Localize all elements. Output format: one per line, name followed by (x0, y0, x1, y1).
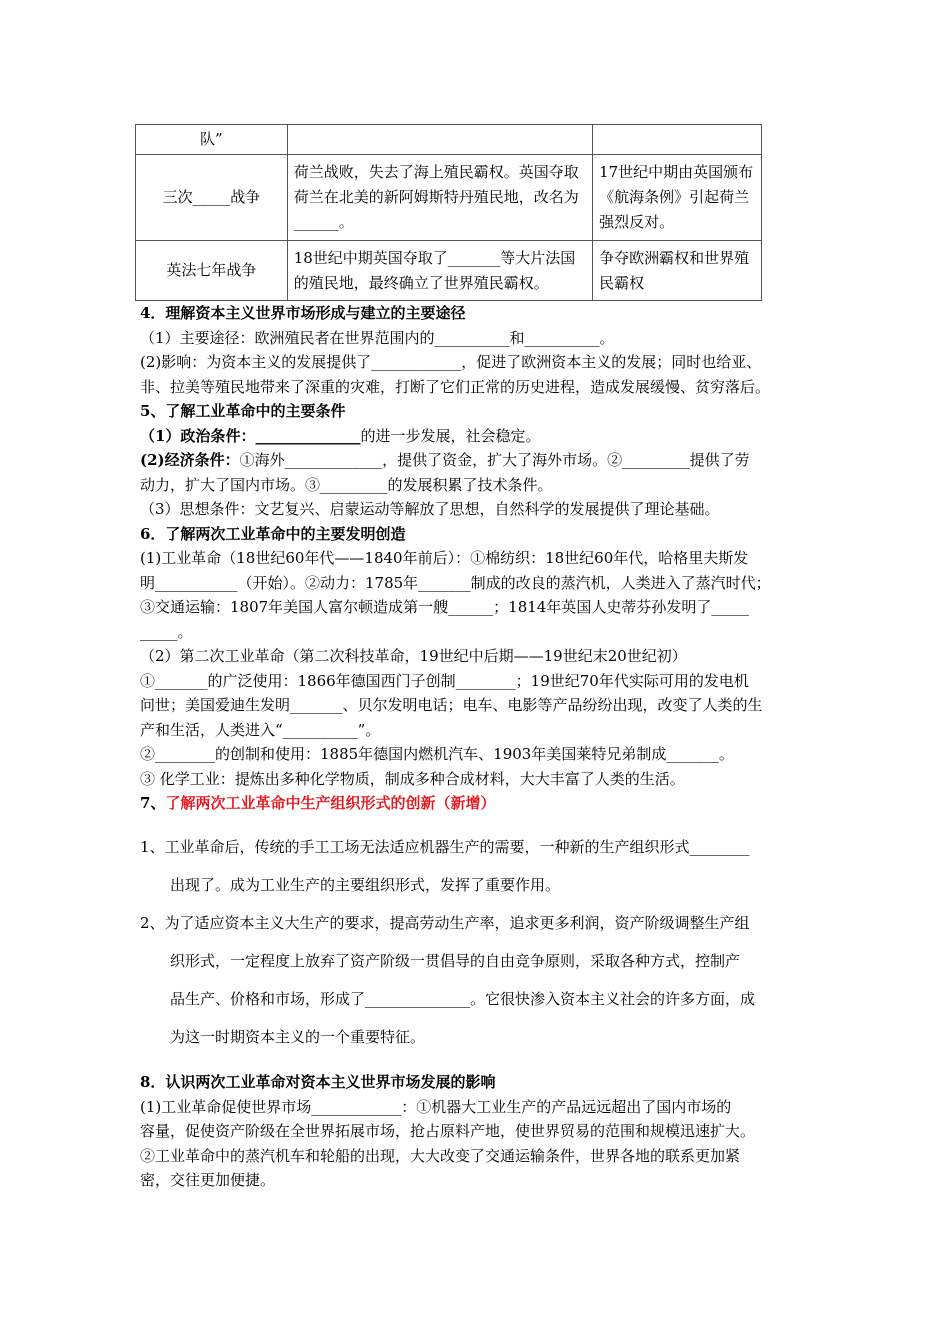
text-line: 问世；美国爱迪生发明_______、贝尔发明电话；电车、电影等产品纷纷出现，改变了人类的生 (140, 696, 763, 714)
section-title: 6．了解两次工业革命中的主要发明创造 (140, 524, 406, 543)
text-line: 品生产、价格和市场，形成了______________。它很快渗入资本主义社会的许多方面，成 (170, 990, 756, 1008)
table-cell: 17世纪中期由英国颁布《航海条例》引起荷兰强烈反对。 (593, 155, 762, 241)
text-line: 容量，促使资产阶级在全世界拓展市场，抢占原料产地，使世界贸易的范围和规模迅速扩大。 (140, 1122, 756, 1140)
table-row (136, 125, 762, 155)
text: ①海外_____________，提供了资金，扩大了海外市场。②_________提供了劳 (239, 451, 750, 469)
section-4 (140, 301, 820, 816)
text-line: 密，交往更加便捷。 (140, 1171, 276, 1189)
section-title: 4．理解资本主义世界市场形成与建立的主要途径 (140, 304, 466, 322)
text-line: ②________的创制和使用：1885年德国内燃机汽车、1903年美国莱特兄弟制成_______。 (140, 745, 734, 763)
table-cell: 18世纪中期英国夺取了_______等大片法国的殖民地，最终确立了世界殖民霸权。 (287, 241, 592, 301)
text-line: 动力，扩大了国内市场。③_________的发展积累了技术条件。 (140, 475, 553, 494)
text-line: ③交通运输：1807年美国人富尔顿造成第一艘______；1814年英国人史蒂芬孙发明了_____ (140, 598, 749, 616)
table-cell: 英法七年战争 (136, 241, 288, 301)
text: 的进一步发展，社会稳定。 (360, 426, 541, 445)
text-line: _____。 (140, 622, 193, 641)
text-line: (1)工业革命（18世纪60年代——1840年前后）：①棉纺织：18世纪60年代，哈格里夫斯发 (140, 549, 749, 567)
text-line: ③ 化学工业：提炼出多种化学物质，制成多种合成材料，大大丰富了人类的生活。 (140, 769, 685, 788)
section-title: 8．认识两次工业革命对资本主义世界市场发展的影响 (140, 1073, 496, 1091)
section-8 (140, 1070, 820, 1193)
section-title (140, 791, 820, 816)
text-line: 出现了。成为工业生产的主要组织形式，发挥了重要作用。 (170, 876, 561, 894)
section-title: 5、了解工业革命中的主要条件 (140, 402, 346, 420)
table-cell: 三次_____战争 (136, 155, 288, 241)
text-line: (1)工业革命促使世界市场____________：①机器大工业生产的产品远远超出了国内市场的 (140, 1097, 732, 1116)
text-line (140, 424, 820, 449)
section-title-new: 了解两次工业革命中生产组织形式的创新（新增） (165, 794, 496, 812)
text-line: (2)影响：为资本主义的发展提供了____________，促进了欧洲资本主义的发展；同时也给亚、 (140, 353, 762, 371)
section-7 (140, 828, 820, 1056)
label: (2)经济条件： (140, 451, 240, 469)
section-number: 7、 (140, 794, 166, 812)
table-cell: 队” (136, 125, 288, 155)
table-cell (593, 125, 762, 155)
text-line: （3）思想条件：文艺复兴、启蒙运动等解放了思想，自然科学的发展提供了理论基础。 (140, 500, 720, 518)
text-line: （1）主要途径：欧洲殖民者在世界范围内的__________和__________。 (140, 328, 615, 347)
text-line: ①_______的广泛使用：1866年德国西门子创制________；19世纪70年代实际可用的发电机 (140, 671, 749, 690)
wars-table (135, 124, 762, 301)
table-row (136, 155, 762, 241)
text-line: 非、拉美等殖民地带来了深重的灾难，打断了它们正常的历史进程，造成发展缓慢、贫穷落后。 (140, 377, 771, 396)
table-cell (287, 125, 592, 155)
label: （1）政治条件： (140, 426, 256, 445)
text-line: 为这一时期资本主义的一个重要特征。 (170, 1028, 426, 1046)
text-line: ②工业革命中的蒸汽机车和轮船的出现，大大改变了交通运输条件，世界各地的联系更加紧 (140, 1146, 741, 1165)
blank: ______________ (255, 426, 361, 445)
text-line: 明___________（开始）。②动力：1785年_______制成的改良的蒸汽机，人类进入了蒸汽时代； (140, 573, 771, 592)
text-line (140, 448, 820, 473)
table-cell: 争夺欧洲霸权和世界殖民霸权 (593, 241, 762, 301)
text-line: 1、工业革命后，传统的手工工场无法适应机器生产的需要，一种新的生产组织形式________ (140, 838, 750, 856)
text-line: 织形式，一定程度上放弃了资产阶级一贯倡导的自由竞争原则，采取各种方式，控制产 (170, 952, 741, 970)
text-line: 产和生活，人类进入“__________”。 (140, 720, 381, 739)
text-line: （2）第二次工业革命（第二次科技革命，19世纪中后期——19世纪末20世纪初） (140, 647, 687, 665)
table-row (136, 241, 762, 301)
table-cell: 荷兰战败，失去了海上殖民霸权。英国夺取荷兰在北美的新阿姆斯特丹殖民地，改名为______。 (287, 155, 592, 241)
text-line: 2、为了适应资本主义大生产的要求，提高劳动生产率，追求更多利润，资产阶级调整生产组 (140, 914, 750, 932)
